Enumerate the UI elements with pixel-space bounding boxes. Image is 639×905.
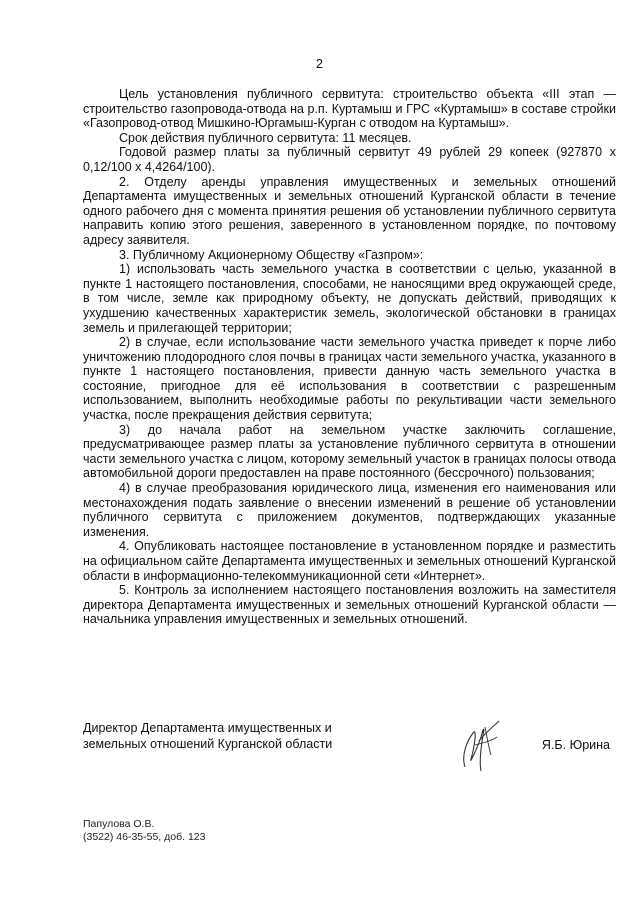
signer-name: Я.Б. Юрина	[541, 738, 610, 752]
handwritten-signature	[455, 715, 503, 773]
executor-name: Папулова О.В.	[83, 818, 155, 830]
document-body	[83, 87, 616, 627]
page-number: 2	[316, 57, 323, 71]
executor-phone: (3522) 46-35-55, доб. 123	[83, 831, 206, 843]
signer-title-line-2: земельных отношений Курганской области	[83, 737, 333, 751]
paragraph-item-3: 3. Публичному Акционерному Обществу «Газпром»:	[119, 247, 424, 262]
paragraph-annual-fee: Годовой размер платы за публичный сервитут 49 рублей 29 копеек (927870 х 0,12/100 х 4,4264/100).	[83, 145, 616, 174]
paragraph-item-5: 5. Контроль за исполнением настоящего постановления возложить на заместителя директора Департамента имущественных и земельных отношений Курганской области — начальника управления имущественных и земельных отношений.	[83, 583, 616, 627]
paragraph-servitude-purpose: Цель установления публичного сервитута: строительство объекта «III этап — строительство газопровода-отвода на р.п. Куртамыш и ГРС «Куртамыш» в составе стройки «Газопровод-отвод Мишкино-Юргамыш-Курган с отводом на Куртамыш».	[83, 87, 616, 131]
paragraph-item-3-1: 1) использовать часть земельного участка в соответствии с целью, указанной в пункте 1 настоящего постановления, способами, не наносящими вред окружающей среде, в том числе, земле как природному объекту, не допускать действий, приводящих к ухудшению качественных характеристик земель, экологической обстановки в границах земель и прилегающей территории;	[83, 262, 616, 335]
paragraph-item-3-3: 3) до начала работ на земельном участке заключить соглашение, предусматривающее размер платы за установление публичного сервитута в отношении части земельного участка с лицом, которому земельный участок в границах полосы отвода автомобильной дороги предоставлен на праве постоянного (бессрочного) пользования;	[83, 422, 616, 481]
paragraph-item-3-2: 2) в случае, если использование части земельного участка приведет к порче либо уничтожению плодородного слоя почвы в границах части земельного участка, указанного в пункте 1 настоящего постановления, привести данную часть земельного участка в состояние, пригодное для её использования в соответствии с разрешенным использованием, выполнить необходимые работы по рекультивации части земельного участка, после прекращения действия сервитута;	[83, 335, 616, 423]
paragraph-item-2: 2. Отделу аренды управления имущественных и земельных отношений Департамента имущественных и земельных отношений Курганской области в течение одного рабочего дня с момента принятия решения об установлении публичного сервитута направить копию этого решения, заверенного в установленном порядке, по почтовому адресу заявителя.	[83, 174, 616, 247]
paragraph-item-4: 4. Опубликовать настоящее постановление в установленном порядке и разместить на официальном сайте Департамента имущественных и земельных отношений Курганской области в информационно-телекоммуникационной сети «Интернет».	[83, 539, 616, 583]
paragraph-servitude-term: Срок действия публичного сервитута: 11 месяцев.	[119, 130, 412, 145]
executor-info	[83, 818, 205, 844]
signer-title	[83, 720, 332, 752]
signature-block	[83, 720, 616, 780]
paragraph-item-3-4: 4) в случае преобразования юридического лица, изменения его наименования или местонахождения подать заявление о внесении изменений в решение об установлении публичного сервитута с приложением документов, подтверждающих указанные изменения.	[83, 481, 616, 539]
signer-title-line-1: Директор Департамента имущественных и	[83, 721, 332, 735]
